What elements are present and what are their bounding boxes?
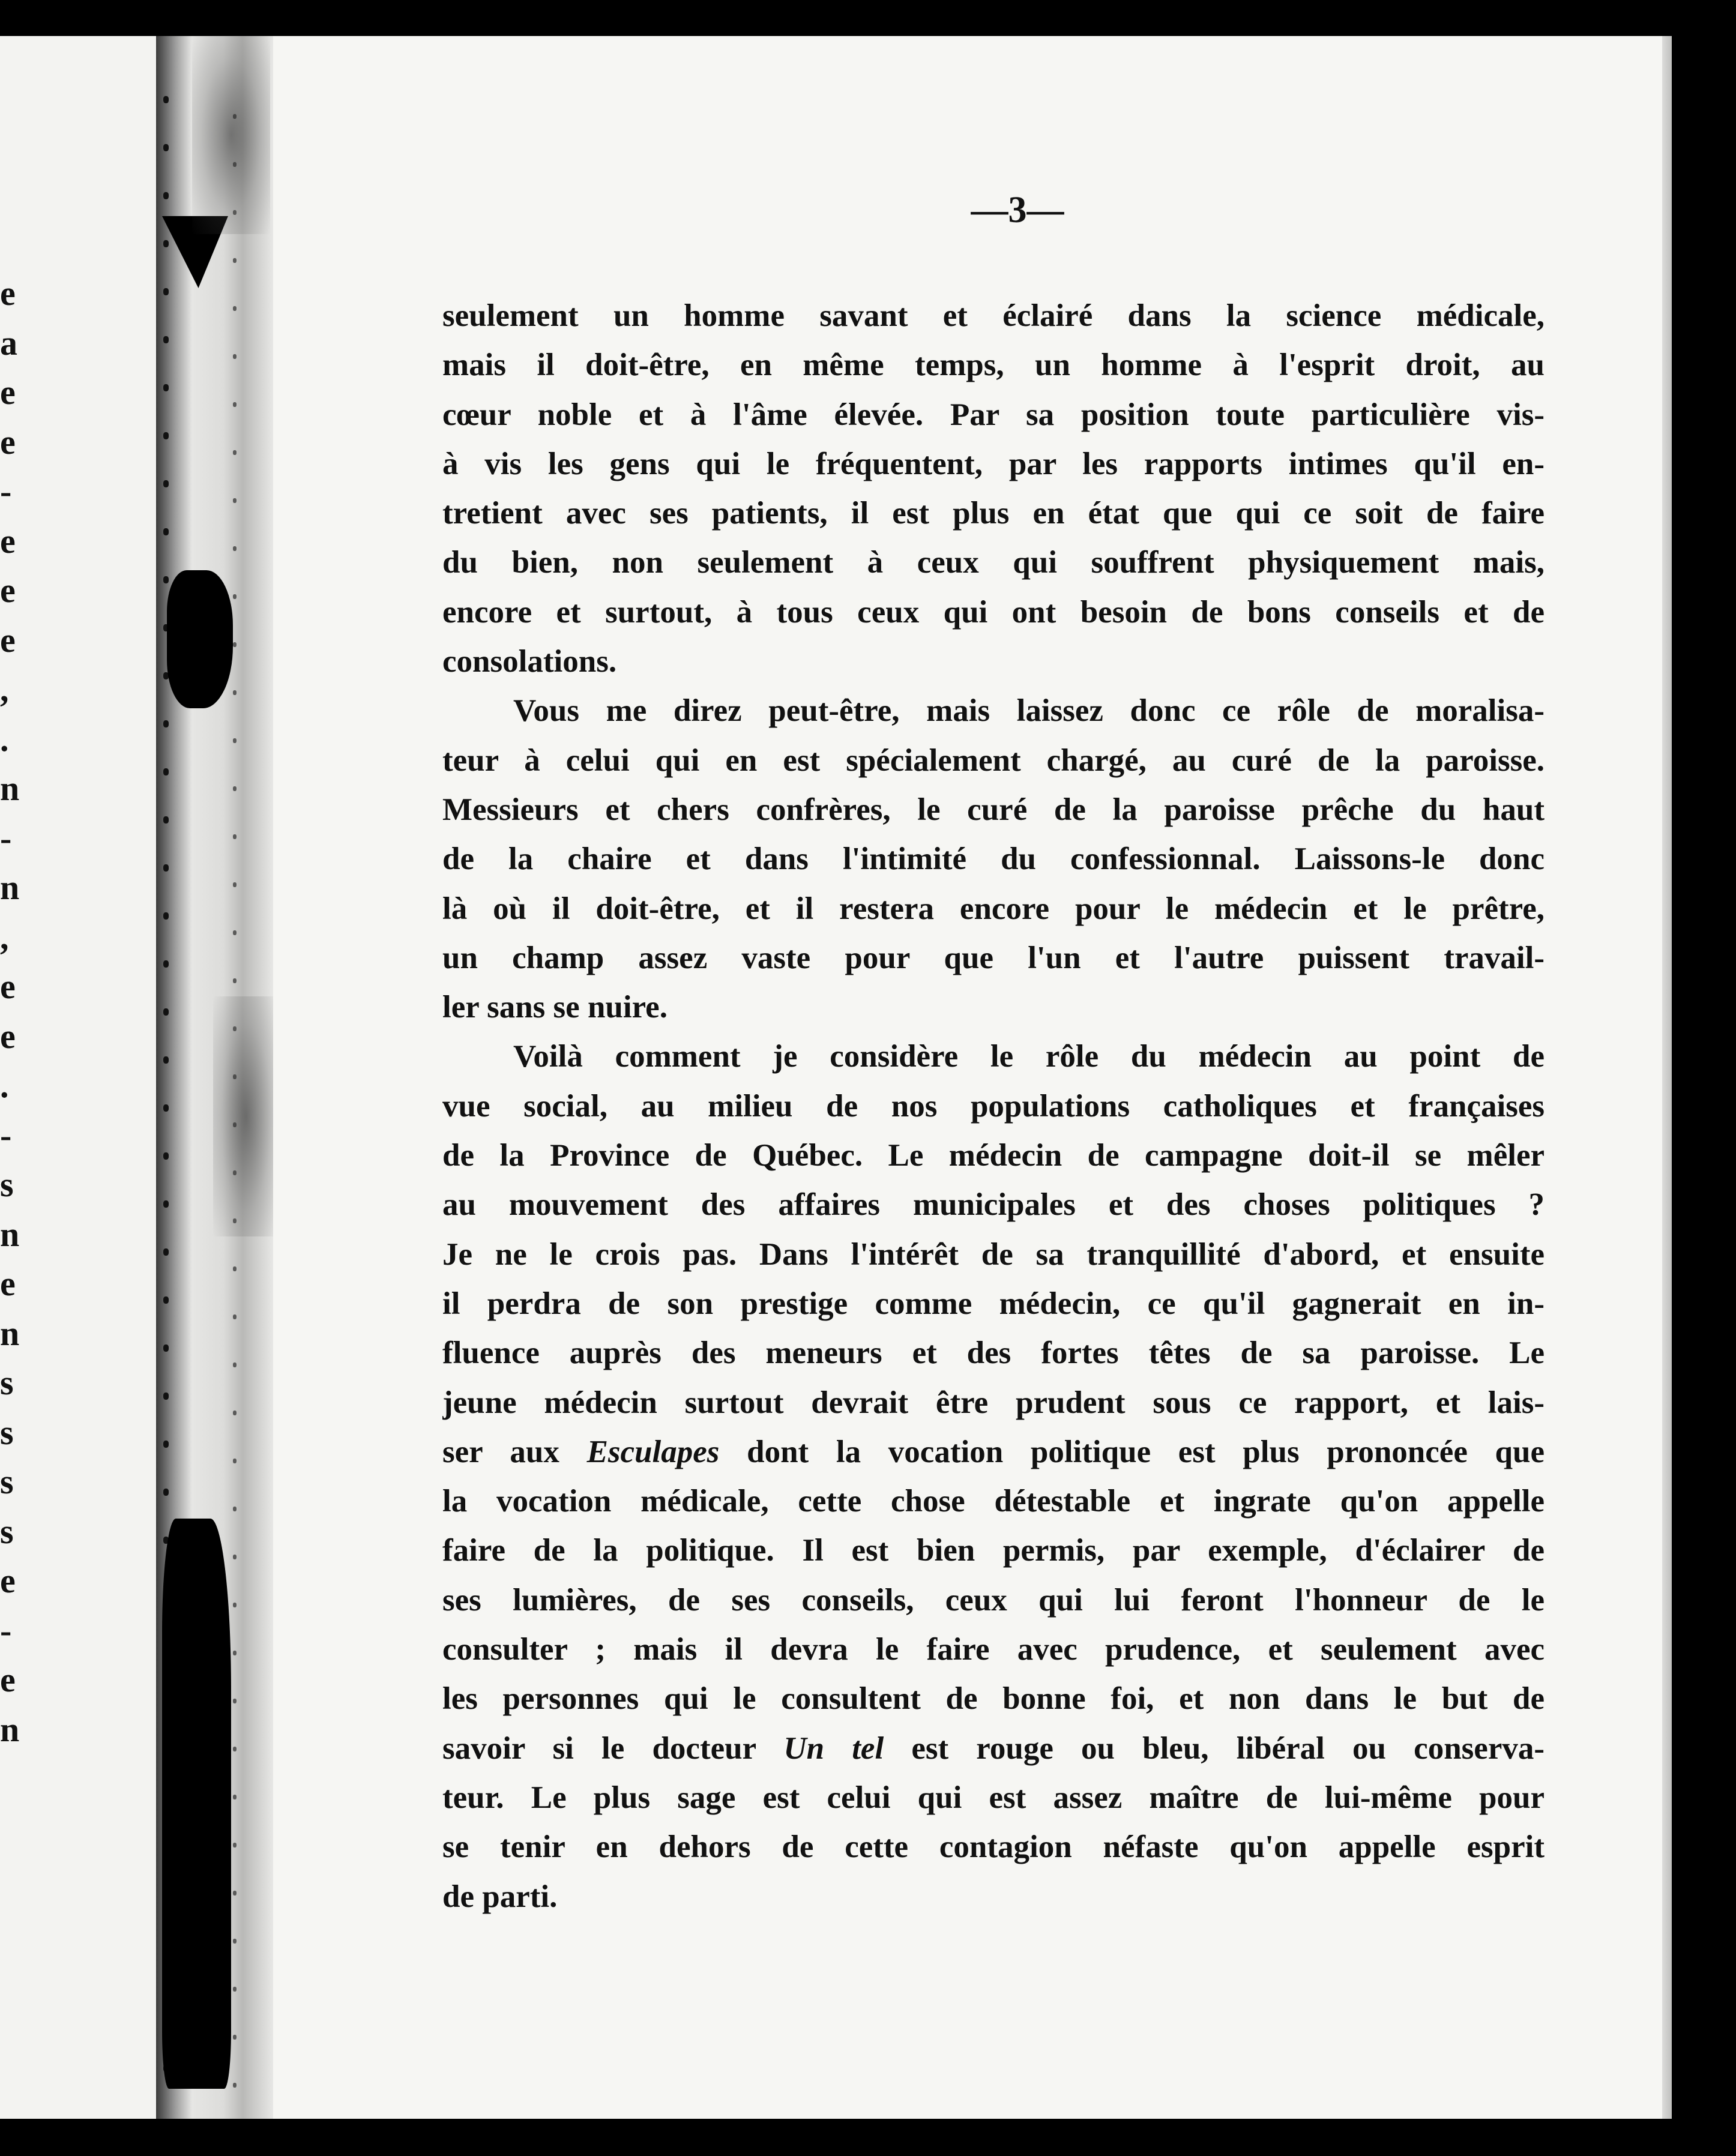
text-line: ser aux Esculapes dont la vocation politique est plus prononcée que: [442, 1434, 1545, 1469]
text-line: tretient avec ses patients, il est plus en état que qui ce soit de faire: [442, 496, 1545, 531]
stitch-hole: [233, 690, 237, 695]
previous-page-letter: e: [0, 967, 16, 1006]
stitch-hole: [233, 1699, 237, 1703]
italic-term: Esculapes: [586, 1434, 720, 1469]
text-line: consulter ; mais il devra le faire avec prudence, et seulement avec: [442, 1632, 1545, 1667]
stitch-hole: [233, 354, 237, 359]
previous-page-letter: n: [0, 769, 20, 808]
stitch-hole: [233, 1987, 237, 1992]
previous-page-letter: e: [0, 422, 16, 462]
stitch-hole: [233, 1843, 237, 1847]
text-line: consolations.: [442, 644, 617, 679]
previous-page-letter: ,: [0, 917, 9, 957]
text-line: fluence auprès des meneurs et des fortes têtes de sa paroisse. Le: [442, 1335, 1545, 1371]
text-line: cœur noble et à l'âme élevée. Par sa position toute particulière vis-: [442, 397, 1545, 432]
stitch-hole: [163, 576, 169, 583]
stitch-hole: [163, 816, 169, 824]
stitch-hole: [233, 1651, 237, 1655]
text-line: Voilà comment je considère le rôle du médecin au point de: [513, 1039, 1545, 1074]
text-line: du bien, non seulement à ceux qui souffrent physiquement mais,: [442, 545, 1545, 580]
stitch-hole: [233, 1411, 237, 1415]
stitch-hole: [233, 1507, 237, 1511]
text-line: les personnes qui le consultent de bonne foi, et non dans le but de: [442, 1681, 1545, 1717]
stitch-hole: [233, 834, 237, 839]
previous-page-letter: e: [0, 620, 16, 660]
page-number: —3—: [971, 190, 1064, 230]
previous-page-letter: -: [0, 1610, 12, 1650]
stitch-hole: [163, 1296, 169, 1304]
stitch-hole: [233, 1795, 237, 1799]
text-line: faire de la politique. Il est bien permis, par exemple, d'éclairer de: [442, 1533, 1545, 1568]
stitch-hole: [233, 1363, 237, 1367]
stitch-hole: [233, 498, 237, 503]
stitch-hole: [163, 1056, 169, 1064]
stitch-hole: [163, 960, 169, 968]
binding-gutter: [156, 36, 276, 2119]
previous-page-letter: s: [0, 1412, 14, 1452]
stitch-hole: [233, 258, 237, 263]
stitch-hole: [233, 930, 237, 935]
italic-term: Un tel: [783, 1730, 884, 1766]
text-line: au mouvement des affaires municipales et des choses politiques ?: [442, 1187, 1545, 1223]
stitch-hole: [163, 144, 169, 151]
previous-page-letter: s: [0, 1462, 14, 1501]
text-line: à vis les gens qui le fréquentent, par les rapports intimes qu'il en-: [442, 446, 1545, 481]
stitch-hole: [163, 912, 169, 920]
text-line: savoir si le docteur Un tel est rouge ou bleu, libéral ou conserva-: [442, 1730, 1545, 1766]
page-right-edge: [1662, 36, 1672, 2119]
stitch-hole: [163, 1441, 169, 1448]
stitch-hole: [233, 786, 237, 791]
text-line: la vocation médicale, cette chose détestable et ingrate qu'on appelle: [442, 1484, 1545, 1519]
text-line: mais il doit-être, en même temps, un homme à l'esprit droit, au: [442, 348, 1545, 383]
stitch-hole: [233, 1314, 237, 1319]
stitch-hole: [163, 432, 169, 439]
ink-blot-upper: [167, 570, 233, 708]
stitch-hole: [163, 288, 169, 295]
previous-page-letter: .: [0, 719, 9, 759]
previous-page-letter: a: [0, 323, 17, 363]
text-line: de parti.: [442, 1879, 558, 1914]
stitch-hole: [163, 480, 169, 487]
stitch-hole: [163, 336, 169, 343]
stitch-hole: [163, 96, 169, 103]
stitch-hole: [163, 1344, 169, 1352]
text-line: il perdra de son prestige comme médecin, ce qu'il gagnerait en in-: [442, 1286, 1545, 1321]
gutter-smudge-top: [192, 36, 270, 234]
stitch-hole: [163, 768, 169, 775]
stitch-hole: [163, 1489, 169, 1496]
stitch-hole: [163, 1008, 169, 1016]
stitch-hole: [233, 978, 237, 983]
text-line: de la chaire et dans l'intimité du confessionnal. Laissons-le donc: [442, 842, 1545, 877]
previous-page-letter: s: [0, 1165, 14, 1204]
stitch-hole: [163, 528, 169, 535]
text-line: encore et surtout, à tous ceux qui ont besoin de bons conseils et de: [442, 594, 1545, 630]
text-line: seulement un homme savant et éclairé dans la science médicale,: [442, 298, 1545, 333]
stitch-hole: [163, 1200, 169, 1208]
stitch-hole: [233, 306, 237, 311]
stitch-hole: [163, 1152, 169, 1160]
previous-page-letter-fragments: [0, 36, 24, 2119]
scan-background-right: [1672, 0, 1736, 2156]
document-page: [273, 36, 1672, 2119]
text-line: Vous me direz peut-être, mais laissez donc ce rôle de moralisa-: [513, 693, 1545, 729]
stitch-hole: [233, 1939, 237, 1944]
previous-page-letter: -: [0, 818, 12, 858]
text-line: teur à celui qui en est spécialement chargé, au curé de la paroisse.: [442, 742, 1545, 778]
stitch-hole: [233, 642, 237, 647]
previous-page-letter: n: [0, 1313, 20, 1353]
previous-page-letter: e: [0, 1264, 16, 1303]
text-line: Je ne le crois pas. Dans l'intérêt de sa tranquillité d'abord, et ensuite: [442, 1236, 1545, 1272]
text-line: vue social, au milieu de nos populations catholiques et françaises: [442, 1088, 1545, 1124]
text-line: un champ assez vaste pour que l'un et l'autre puissent travail-: [442, 940, 1545, 975]
previous-page-letter: s: [0, 1511, 14, 1551]
previous-page-edge: [0, 36, 180, 2119]
stitch-hole: [233, 2083, 237, 2088]
previous-page-letter: e: [0, 274, 16, 313]
previous-page-letter: e: [0, 373, 16, 412]
stitch-hole: [233, 1266, 237, 1271]
stitch-hole: [163, 384, 169, 391]
stitch-hole: [163, 240, 169, 247]
stitch-hole: [233, 1555, 237, 1559]
stitch-hole: [233, 1603, 237, 1607]
stitch-hole: [233, 2035, 237, 2040]
previous-page-letter: s: [0, 1363, 14, 1402]
previous-page-letter: e: [0, 1016, 16, 1056]
text-line: là où il doit-être, et il restera encore pour le médecin et le prêtre,: [442, 891, 1545, 926]
previous-page-letter: .: [0, 1066, 9, 1105]
text-line: teur. Le plus sage est celui qui est assez maître de lui-même pour: [442, 1780, 1545, 1815]
text-line: jeune médecin surtout devrait être prudent sous ce rapport, et lais-: [442, 1385, 1545, 1420]
stitch-hole: [163, 1104, 169, 1112]
text-line: se tenir en dehors de cette contagion néfaste qu'on appelle esprit: [442, 1829, 1545, 1865]
stitch-hole: [233, 402, 237, 407]
text-line: ses lumières, de ses conseils, ceux qui lui feront l'honneur de le: [442, 1582, 1545, 1618]
previous-page-letter: n: [0, 868, 20, 907]
stitch-hole: [163, 192, 169, 199]
stitch-hole: [163, 720, 169, 727]
previous-page-letter: e: [0, 1561, 16, 1600]
previous-page-letter: -: [0, 1115, 12, 1155]
previous-page-letter: n: [0, 1709, 20, 1749]
body-text: [442, 291, 1545, 1921]
previous-page-letter: e: [0, 1660, 16, 1699]
ink-blot-lower: [162, 1519, 231, 2089]
stitch-hole: [233, 546, 237, 551]
previous-page-letter: e: [0, 521, 16, 561]
stitch-hole: [233, 1459, 237, 1463]
stitch-hole: [233, 1891, 237, 1896]
stitch-hole: [233, 738, 237, 743]
stitch-hole: [163, 1393, 169, 1400]
text-line: ler sans se nuire.: [442, 990, 668, 1025]
previous-page-letter: e: [0, 571, 16, 610]
previous-page-letter: n: [0, 1214, 20, 1254]
text-line: de la Province de Québec. Le médecin de campagne doit-il se mêler: [442, 1138, 1545, 1173]
gutter-smudge-middle: [213, 996, 279, 1236]
stitch-hole: [163, 1248, 169, 1256]
stitch-hole: [233, 882, 237, 887]
previous-page-letter: ,: [0, 670, 9, 709]
stitch-hole: [233, 450, 237, 455]
stitch-hole: [233, 594, 237, 599]
stitch-hole: [163, 864, 169, 872]
text-line: Messieurs et chers confrères, le curé de la paroisse prêche du haut: [442, 792, 1545, 827]
previous-page-letter: -: [0, 472, 12, 511]
stitch-hole: [233, 1747, 237, 1751]
